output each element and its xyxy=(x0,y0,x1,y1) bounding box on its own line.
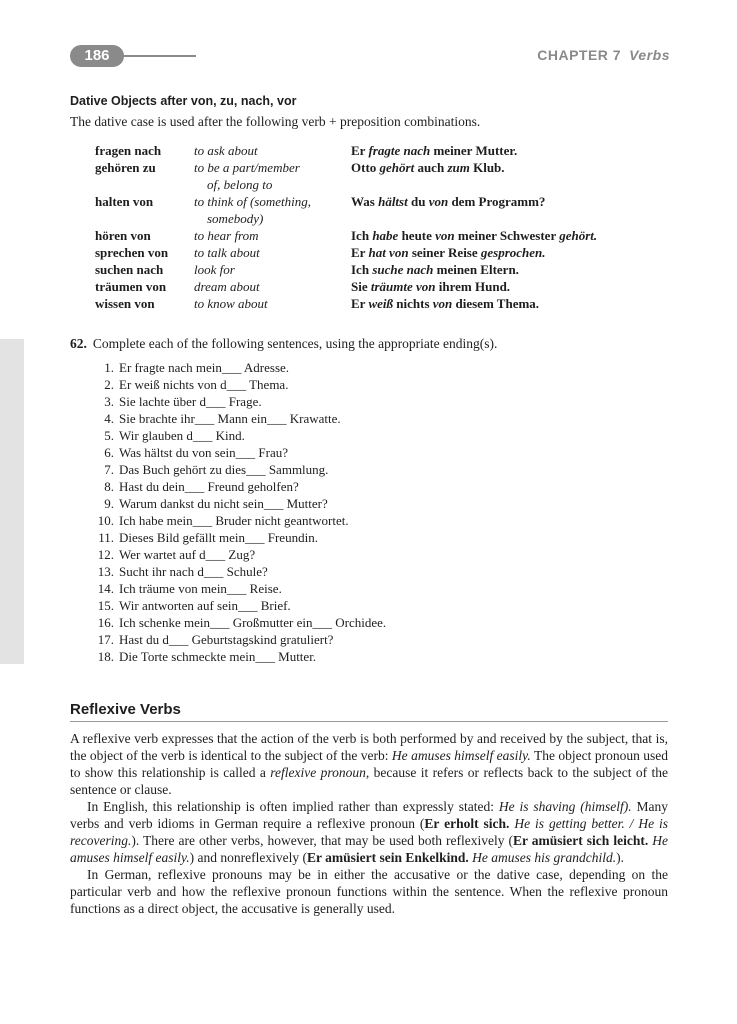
page-number-badge: 186 xyxy=(70,45,124,67)
combo-english-continuation: somebody) xyxy=(207,211,264,226)
text-run: Er erholt sich. xyxy=(424,816,510,831)
text-run: gehört. xyxy=(559,228,598,243)
text-run: He is shaving (himself). xyxy=(498,799,632,814)
exercise-item-text: Ich habe mein___ Bruder nicht geantwortet. xyxy=(119,513,349,528)
exercise-item-number: 14. xyxy=(97,581,114,596)
paragraph xyxy=(70,730,668,798)
combo-english-line: to talk about xyxy=(194,245,260,260)
text-run: Otto xyxy=(351,160,380,175)
exercise-item-text: Sucht ihr nach d___ Schule? xyxy=(119,564,268,579)
text-run: träumte von xyxy=(370,279,436,294)
exercise-item-text: Wer wartet auf d___ Zug? xyxy=(119,547,256,562)
combo-row xyxy=(95,278,655,295)
exercise-item-text: Die Torte schmeckte mein___ Mutter. xyxy=(119,649,317,664)
exercise-item xyxy=(95,546,386,563)
text-run: meiner Mutter. xyxy=(430,143,518,158)
exercise-item-number: 8. xyxy=(104,479,114,494)
combo-verb: sprechen von xyxy=(95,245,169,260)
exercise-instruction: Complete each of the following sentences, using the appropriate ending(s). xyxy=(92,336,498,351)
exercise-item xyxy=(95,478,386,495)
text-run: Er xyxy=(351,245,369,260)
text-run: von xyxy=(435,228,455,243)
section-rule xyxy=(70,721,668,722)
combo-row xyxy=(95,227,655,244)
text-run: du xyxy=(407,194,429,209)
running-header xyxy=(537,47,670,63)
combo-english xyxy=(194,278,351,295)
exercise-item xyxy=(95,563,386,580)
text-run: meiner Schwester xyxy=(454,228,560,243)
exercise-item-number: 9. xyxy=(104,496,114,511)
exercise-item xyxy=(95,512,386,529)
combo-row xyxy=(95,295,655,312)
exercise-item xyxy=(95,580,386,597)
exercise-item-text: Er weiß nichts von d___ Thema. xyxy=(119,377,289,392)
text-run: Er amüsiert sein Enkelkind. xyxy=(306,850,469,865)
text-run: gesprochen. xyxy=(480,245,546,260)
text-run: Ich xyxy=(351,262,373,277)
combo-english xyxy=(194,295,351,312)
text-run: ihrem Hund. xyxy=(435,279,511,294)
text-run: He amuses himself easily. xyxy=(70,833,668,865)
exercise-item-text: Hast du d___ Geburtstagskind gratuliert? xyxy=(119,632,334,647)
combo-row xyxy=(95,159,655,193)
exercise-item-number: 5. xyxy=(104,428,114,443)
combo-german-example xyxy=(351,227,597,244)
text-run: Was xyxy=(351,194,379,209)
exercise-item-number: 16. xyxy=(97,615,114,630)
paragraph xyxy=(70,866,668,917)
text-run: weiß xyxy=(368,296,394,311)
combo-verb: suchen nach xyxy=(95,262,164,277)
section-heading-dative: Dative Objects after von, zu, nach, vor xyxy=(70,94,297,108)
text-run: ) and nonreflexively ( xyxy=(189,850,307,865)
combo-english-line: look for xyxy=(194,262,235,277)
section-heading-reflexive: Reflexive Verbs xyxy=(70,701,181,718)
exercise-item xyxy=(95,444,386,461)
combo-english-continuation: of, belong to xyxy=(207,177,273,192)
exercise-item-number: 10. xyxy=(97,513,114,528)
exercise-heading xyxy=(70,336,497,352)
exercise-item xyxy=(95,393,386,410)
combo-german-example xyxy=(351,159,505,193)
combo-row xyxy=(95,142,655,159)
text-run: Ich xyxy=(351,228,373,243)
combo-english-line: dream about xyxy=(194,279,260,294)
combo-german-example xyxy=(351,193,545,227)
exercise-item-text: Hast du dein___ Freund geholfen? xyxy=(119,479,299,494)
combo-verb: gehören zu xyxy=(95,160,156,175)
text-run: heute xyxy=(398,228,436,243)
combo-english-line: to ask about xyxy=(194,143,258,158)
text-run: because it refers or reflects back to the subject of the sentence or clause. xyxy=(70,765,669,797)
exercise-item xyxy=(95,359,386,376)
dative-intro: The dative case is used after the following verb + preposition combinations. xyxy=(70,114,481,129)
combo-german-example xyxy=(351,244,546,261)
chapter-label: CHAPTER 7 xyxy=(537,47,622,63)
combo-english xyxy=(194,261,351,278)
chapter-title: Verbs xyxy=(629,47,670,63)
text-run: ). xyxy=(616,850,624,865)
exercise-item xyxy=(95,461,386,478)
exercise-item xyxy=(95,597,386,614)
combo-english xyxy=(194,142,351,159)
text-run: The object pronoun used to show this relationship is called a xyxy=(70,748,668,780)
text-run: gehört xyxy=(379,160,415,175)
exercise-item-text: Warum dankst du nicht sein___ Mutter? xyxy=(119,496,328,511)
text-run: A reflexive verb expresses that the action of the verb is both performed by and received by the subject, that is, the object of the verb is identical to the subject of the verb: xyxy=(70,731,668,763)
combo-verb: wissen von xyxy=(95,296,155,311)
paragraph xyxy=(70,798,668,866)
exercise-item-number: 17. xyxy=(97,632,114,647)
exercise-item-number: 4. xyxy=(104,411,114,426)
exercise-item xyxy=(95,614,386,631)
text-run: diesem Thema. xyxy=(452,296,540,311)
exercise-item-number: 15. xyxy=(97,598,114,613)
text-run: hältst xyxy=(378,194,408,209)
exercise-item-number: 11. xyxy=(98,530,114,545)
exercise-item-number: 7. xyxy=(104,462,114,477)
text-run: von xyxy=(432,296,453,311)
exercise-item-text: Was hältst du von sein___ Frau? xyxy=(119,445,289,460)
exercise-item-text: Er fragte nach mein___ Adresse. xyxy=(119,360,290,375)
exercise-item-number: 12. xyxy=(97,547,114,562)
combo-english xyxy=(194,227,351,244)
exercise-item-text: Dieses Bild gefällt mein___ Freundin. xyxy=(119,530,318,545)
exercise-item-text: Ich träume von mein___ Reise. xyxy=(119,581,282,596)
text-run: zum xyxy=(447,160,470,175)
exercise-item-text: Sie brachte ihr___ Mann ein___ Krawatte. xyxy=(119,411,341,426)
exercise-item xyxy=(95,410,386,427)
combo-verb: träumen von xyxy=(95,279,167,294)
exercise-list xyxy=(95,359,386,665)
exercise-item xyxy=(95,631,386,648)
text-run: hat von xyxy=(368,245,409,260)
combo-english-line: to be a part/member xyxy=(194,160,300,175)
text-run: He is getting better. / He is recovering. xyxy=(70,816,669,848)
exercise-number: 62. xyxy=(70,336,87,351)
text-run: auch xyxy=(414,160,448,175)
exercise-item-text: Wir glauben d___ Kind. xyxy=(119,428,245,443)
text-run: seiner Reise xyxy=(408,245,481,260)
text-run: suche nach xyxy=(372,262,434,277)
combo-english-line: to hear from xyxy=(194,228,259,243)
text-run: meinen Eltern. xyxy=(433,262,519,277)
combo-english-line: to think of (something, xyxy=(194,194,311,209)
text-run: von xyxy=(428,194,449,209)
combo-verb: fragen nach xyxy=(95,143,162,158)
text-run: Klub. xyxy=(469,160,505,175)
exercise-item-number: 1. xyxy=(104,360,114,375)
text-run: dem Programm? xyxy=(448,194,546,209)
combo-german-example xyxy=(351,261,519,278)
text-run: Er xyxy=(351,296,369,311)
text-run: nichts xyxy=(393,296,433,311)
verb-preposition-table xyxy=(95,142,655,312)
exercise-item-text: Das Buch gehört zu dies___ Sammlung. xyxy=(119,462,329,477)
exercise-item-number: 2. xyxy=(104,377,114,392)
header-rule xyxy=(124,55,196,57)
combo-verb: halten von xyxy=(95,194,154,209)
combo-row xyxy=(95,261,655,278)
exercise-item xyxy=(95,648,386,665)
text-run: In English, this relationship is often implied rather than expressly stated: xyxy=(87,799,499,814)
combo-german-example xyxy=(351,142,517,159)
text-run: Many verbs and verb idioms in German require a reflexive pronoun ( xyxy=(70,799,669,831)
text-run: reflexive pronoun, xyxy=(270,765,370,780)
exercise-item xyxy=(95,376,386,393)
side-thumb-tab xyxy=(0,339,24,664)
text-run: Er xyxy=(351,143,369,158)
text-run: He amuses himself easily. xyxy=(391,748,531,763)
combo-english xyxy=(194,193,351,227)
text-run: In German, reflexive pronouns may be in either the accusative or the dative case, depending on the particular verb and how the reflexive pronoun functions within the sentence. When the reflexive pronoun functions as a direct object, the accusative is generally used. xyxy=(70,867,668,916)
text-run: ). There are other verbs, however, that may be used both reflexively ( xyxy=(131,833,513,848)
exercise-item xyxy=(95,495,386,512)
exercise-item-number: 6. xyxy=(104,445,114,460)
text-run: Er amüsiert sich leicht. xyxy=(512,833,649,848)
exercise-item-number: 18. xyxy=(97,649,114,664)
exercise-item-text: Ich schenke mein___ Großmutter ein___ Orchidee. xyxy=(119,615,387,630)
exercise-item xyxy=(95,529,386,546)
exercise-item-text: Sie lachte über d___ Frage. xyxy=(119,394,262,409)
combo-english-line: to know about xyxy=(194,296,268,311)
combo-german-example xyxy=(351,295,539,312)
reflexive-body xyxy=(70,730,668,917)
combo-english xyxy=(194,159,351,193)
combo-english xyxy=(194,244,351,261)
text-run: habe xyxy=(372,228,399,243)
text-run: fragte nach xyxy=(368,143,431,158)
combo-row xyxy=(95,193,655,227)
exercise-item-number: 3. xyxy=(104,394,114,409)
exercise-item xyxy=(95,427,386,444)
exercise-item-text: Wir antworten auf sein___ Brief. xyxy=(119,598,291,613)
exercise-item-number: 13. xyxy=(97,564,114,579)
text-run: Sie xyxy=(351,279,371,294)
combo-german-example xyxy=(351,278,510,295)
combo-row xyxy=(95,244,655,261)
text-run: He amuses his grandchild. xyxy=(472,850,617,865)
combo-verb: hören von xyxy=(95,228,151,243)
